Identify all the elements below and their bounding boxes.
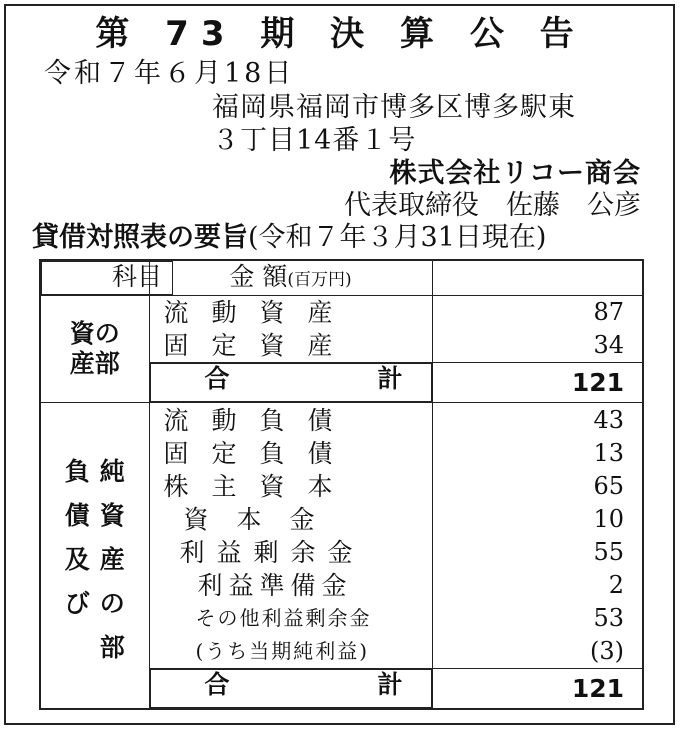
liabilities-section-label [40,403,149,709]
liabilities-section [40,403,643,669]
liabilities-label-char: 及 [64,544,90,574]
liabilities-total-label [150,669,432,708]
liabilities-amount: 65 [593,471,624,500]
liabilities-item: その他利益剰余金 [195,605,372,630]
assets-total-label-1: 合 [204,364,230,394]
liabilities-amount: 43 [593,405,624,434]
balance-sheet-period: (令和７年３月31日現在) [248,222,547,253]
liabilities-item: 株主資本 [163,471,356,501]
assets-label-2: 産部 [69,349,120,379]
assets-items [149,296,432,363]
liabilities-amount: (3) [590,636,624,665]
liabilities-item: 固定負債 [163,438,356,468]
header-unit: (百万円) [287,269,352,290]
company-name: 株式会社リコー商会 [389,158,641,189]
header-item-2: 目 [137,262,163,291]
liabilities-label-char: び [64,588,90,618]
assets-amount: 87 [593,298,624,327]
assets-total-label-2: 計 [377,364,403,394]
notice-title: 第 73 期 決 算 公 告 [95,14,586,54]
notice-date: 令和７年６月18日 [44,58,295,89]
liabilities-items [149,403,432,669]
liabilities-item: 利益剰余金 [179,537,365,567]
liabilities-label-char: 債 [64,500,90,530]
liabilities-amount: 53 [593,603,624,632]
table-header-row [40,260,643,296]
liabilities-label-char: の [99,588,125,618]
liabilities-label-char: 産 [99,544,125,574]
liabilities-item: 資本金 [183,504,343,534]
liabilities-total-value: 121 [432,669,643,710]
liabilities-item: 流動負債 [163,405,356,435]
assets-total-label [150,363,432,402]
assets-item: 固定資産 [163,331,356,361]
balance-sheet-heading [32,222,546,254]
assets-amounts [432,296,643,363]
assets-item: 流動資産 [163,298,356,328]
representative-title: 代表取締役 [344,190,479,221]
liabilities-amount: 13 [593,438,624,467]
liabilities-item: (うち当期純利益) [195,638,370,663]
assets-section [40,296,643,363]
representative [344,190,641,222]
liabilities-label-char: 部 [99,632,125,662]
liabilities-total-label-1: 合 [204,670,230,699]
liabilities-label-char: 純 [99,456,125,486]
header-amount [149,260,432,296]
assets-label-1: 資の [69,319,120,349]
liabilities-amounts [432,403,643,669]
liabilities-amount: 10 [593,504,624,533]
representative-name: 佐藤 公彦 [506,190,641,221]
balance-sheet-title: 貸借対照表の要旨 [32,222,248,253]
liabilities-amount: 2 [608,570,624,599]
assets-amount: 34 [593,331,624,360]
liabilities-label-char: 負 [64,456,90,486]
address-line-2: ３丁目14番１号 [212,125,417,156]
header-item [41,261,173,295]
header-item-1: 科 [112,262,138,291]
assets-section-label [40,296,149,403]
header-amount-label: 金 額 [229,261,288,291]
liabilities-label-char: 資 [99,500,125,530]
assets-total-value: 121 [432,363,643,403]
balance-sheet-table [39,259,644,710]
address-line-1: 福岡県福岡市博多区博多駅東 [212,92,576,123]
liabilities-amount: 55 [593,537,624,566]
liabilities-total-label-2: 計 [377,670,403,699]
liabilities-item: 利益準備金 [197,570,353,600]
